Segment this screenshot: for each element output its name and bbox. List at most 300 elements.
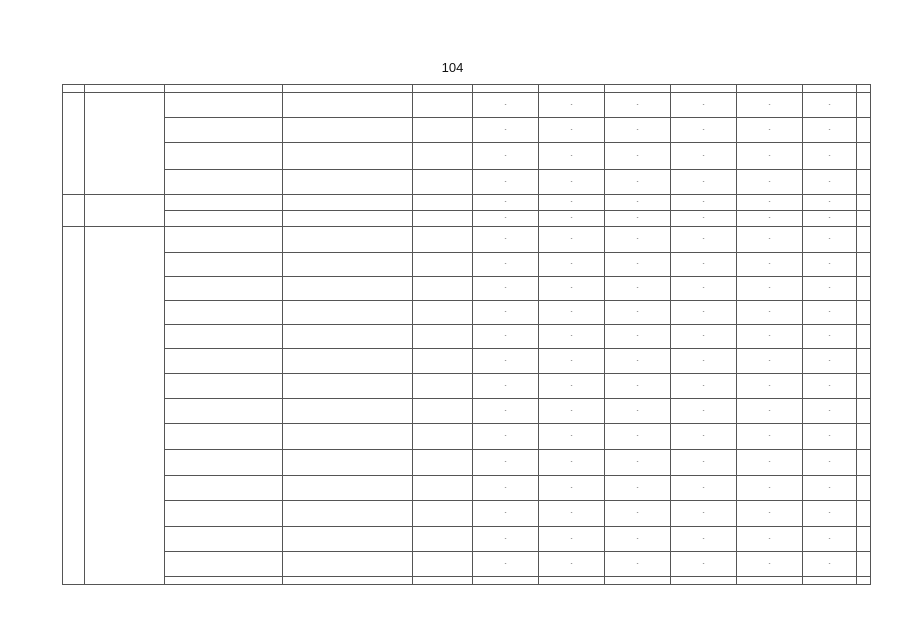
- dash-mark: -: [636, 560, 639, 567]
- empty-value-cell: [737, 552, 803, 577]
- empty-value-cell: [605, 93, 671, 118]
- empty-value-cell: [605, 227, 671, 253]
- dash-mark: -: [504, 199, 507, 206]
- backup-status-cell: [413, 85, 473, 93]
- dash-mark: -: [768, 459, 771, 466]
- narrow-empty-cell: [857, 325, 871, 349]
- table-row: [63, 301, 871, 325]
- dash-mark: -: [702, 357, 705, 364]
- object-address-cell: [165, 476, 283, 501]
- empty-value-cell: [605, 277, 671, 301]
- table-row: [63, 501, 871, 527]
- dash-mark: -: [702, 510, 705, 517]
- empty-value-cell: [605, 374, 671, 399]
- table-row: [63, 476, 871, 501]
- page-number: 104: [441, 60, 464, 75]
- empty-value-cell: [671, 577, 737, 585]
- dash-mark: -: [504, 459, 507, 466]
- power-source-cell: [283, 424, 413, 450]
- power-source-cell: [283, 301, 413, 325]
- narrow-empty-cell: [857, 374, 871, 399]
- empty-value-cell: [473, 195, 539, 211]
- power-source-cell: [283, 399, 413, 424]
- empty-value-cell: [605, 577, 671, 585]
- object-address-cell: [165, 277, 283, 301]
- backup-status-cell: [413, 552, 473, 577]
- backup-status-cell: [413, 349, 473, 374]
- dash-mark: -: [570, 484, 573, 491]
- empty-value-cell: [539, 227, 605, 253]
- dash-mark: -: [570, 407, 573, 414]
- dash-mark: -: [570, 215, 573, 222]
- table-row: [63, 195, 871, 211]
- dash-mark: -: [570, 357, 573, 364]
- table-row: [63, 277, 871, 301]
- empty-value-cell: [671, 93, 737, 118]
- empty-value-cell: [803, 301, 857, 325]
- empty-value-cell: [803, 211, 857, 227]
- backup-status-cell: [413, 118, 473, 143]
- empty-value-cell: [737, 253, 803, 277]
- dash-mark: -: [768, 236, 771, 243]
- backup-status-cell: [413, 501, 473, 527]
- dash-mark: -: [570, 152, 573, 159]
- power-source-cell: [283, 552, 413, 577]
- empty-value-cell: [737, 211, 803, 227]
- backup-status-cell: [413, 211, 473, 227]
- power-source-cell: [283, 143, 413, 170]
- narrow-empty-cell: [857, 93, 871, 118]
- empty-value-cell: [473, 325, 539, 349]
- object-address-cell: [165, 85, 283, 93]
- empty-value-cell: [671, 85, 737, 93]
- narrow-empty-cell: [857, 195, 871, 211]
- dash-mark: -: [570, 101, 573, 108]
- dash-mark: -: [636, 152, 639, 159]
- dash-mark: -: [828, 357, 831, 364]
- empty-value-cell: [737, 450, 803, 476]
- power-source-cell: [283, 374, 413, 399]
- backup-status-cell: [413, 450, 473, 476]
- empty-value-cell: [605, 143, 671, 170]
- empty-value-cell: [473, 349, 539, 374]
- dash-mark: -: [570, 178, 573, 185]
- dash-mark: -: [702, 309, 705, 316]
- table-row: [63, 118, 871, 143]
- narrow-empty-cell: [857, 85, 871, 93]
- empty-value-cell: [473, 577, 539, 585]
- power-source-cell: [283, 277, 413, 301]
- object-address-cell: [165, 501, 283, 527]
- narrow-empty-cell: [857, 476, 871, 501]
- dash-mark: -: [570, 459, 573, 466]
- object-address-cell: [165, 195, 283, 211]
- power-source-cell: [283, 577, 413, 585]
- dash-mark: -: [636, 357, 639, 364]
- object-address-cell: [165, 527, 283, 552]
- dash-mark: -: [768, 535, 771, 542]
- power-source-cell: [283, 325, 413, 349]
- object-address-cell: [165, 253, 283, 277]
- dash-mark: -: [768, 178, 771, 185]
- dash-mark: -: [768, 357, 771, 364]
- dash-mark: -: [504, 236, 507, 243]
- dash-mark: -: [702, 433, 705, 440]
- power-source-cell: [283, 118, 413, 143]
- narrow-empty-cell: [857, 424, 871, 450]
- dash-mark: -: [828, 510, 831, 517]
- object-address-cell: [165, 118, 283, 143]
- dash-mark: -: [828, 152, 831, 159]
- dash-mark: -: [504, 382, 507, 389]
- dash-mark: -: [702, 126, 705, 133]
- empty-value-cell: [803, 170, 857, 195]
- empty-value-cell: [671, 349, 737, 374]
- empty-value-cell: [671, 301, 737, 325]
- power-source-cell: [283, 195, 413, 211]
- narrow-empty-cell: [857, 552, 871, 577]
- dash-mark: -: [828, 309, 831, 316]
- empty-value-cell: [539, 552, 605, 577]
- table-row: [63, 170, 871, 195]
- dash-mark: -: [768, 433, 771, 440]
- table-row: [63, 374, 871, 399]
- empty-value-cell: [803, 501, 857, 527]
- row-number-cell: [63, 85, 85, 93]
- dash-mark: -: [702, 101, 705, 108]
- power-source-cell: [283, 527, 413, 552]
- dash-mark: -: [504, 126, 507, 133]
- empty-value-cell: [605, 253, 671, 277]
- object-address-cell: [165, 227, 283, 253]
- empty-value-cell: [737, 399, 803, 424]
- empty-value-cell: [539, 170, 605, 195]
- empty-value-cell: [671, 552, 737, 577]
- dash-mark: -: [768, 309, 771, 316]
- dash-mark: -: [828, 560, 831, 567]
- empty-value-cell: [737, 501, 803, 527]
- narrow-empty-cell: [857, 501, 871, 527]
- backup-status-cell: [413, 476, 473, 501]
- empty-value-cell: [671, 501, 737, 527]
- empty-value-cell: [605, 476, 671, 501]
- backup-status-cell: [413, 93, 473, 118]
- empty-value-cell: [803, 424, 857, 450]
- empty-value-cell: [671, 399, 737, 424]
- narrow-empty-cell: [857, 143, 871, 170]
- empty-value-cell: [671, 118, 737, 143]
- dash-mark: -: [570, 560, 573, 567]
- empty-value-cell: [803, 374, 857, 399]
- empty-value-cell: [737, 349, 803, 374]
- empty-value-cell: [539, 476, 605, 501]
- empty-value-cell: [605, 118, 671, 143]
- backup-status-cell: [413, 577, 473, 585]
- dash-mark: -: [636, 459, 639, 466]
- empty-value-cell: [473, 527, 539, 552]
- dash-mark: -: [702, 560, 705, 567]
- dash-mark: -: [636, 215, 639, 222]
- empty-value-cell: [803, 195, 857, 211]
- dash-mark: -: [828, 333, 831, 340]
- empty-value-cell: [539, 577, 605, 585]
- backup-status-cell: [413, 374, 473, 399]
- empty-value-cell: [671, 170, 737, 195]
- dash-mark: -: [504, 178, 507, 185]
- empty-value-cell: [539, 143, 605, 170]
- dash-mark: -: [768, 261, 771, 268]
- dash-mark: -: [504, 407, 507, 414]
- table-row: [63, 349, 871, 374]
- empty-value-cell: [671, 195, 737, 211]
- object-address-cell: [165, 349, 283, 374]
- empty-value-cell: [539, 195, 605, 211]
- dash-mark: -: [768, 215, 771, 222]
- dash-mark: -: [636, 382, 639, 389]
- empty-value-cell: [473, 277, 539, 301]
- power-source-cell: [283, 93, 413, 118]
- table-row: [63, 85, 871, 93]
- empty-value-cell: [737, 577, 803, 585]
- empty-value-cell: [605, 211, 671, 227]
- table-row: [63, 227, 871, 253]
- empty-value-cell: [605, 85, 671, 93]
- document-table: [62, 84, 871, 585]
- empty-value-cell: [539, 399, 605, 424]
- dash-mark: -: [636, 236, 639, 243]
- narrow-empty-cell: [857, 211, 871, 227]
- table-row: [63, 253, 871, 277]
- dash-mark: -: [702, 236, 705, 243]
- empty-value-cell: [539, 211, 605, 227]
- empty-value-cell: [539, 301, 605, 325]
- dash-mark: -: [504, 560, 507, 567]
- dash-mark: -: [828, 178, 831, 185]
- empty-value-cell: [473, 227, 539, 253]
- dash-mark: -: [636, 309, 639, 316]
- object-address-cell: [165, 211, 283, 227]
- empty-value-cell: [803, 399, 857, 424]
- table-row: [63, 424, 871, 450]
- dash-mark: -: [768, 152, 771, 159]
- empty-value-cell: [803, 349, 857, 374]
- dash-mark: -: [636, 101, 639, 108]
- dash-mark: -: [636, 433, 639, 440]
- object-address-cell: [165, 170, 283, 195]
- object-address-cell: [165, 424, 283, 450]
- dash-mark: -: [828, 215, 831, 222]
- empty-value-cell: [737, 85, 803, 93]
- dash-mark: -: [768, 126, 771, 133]
- empty-value-cell: [473, 399, 539, 424]
- empty-value-cell: [605, 527, 671, 552]
- dash-mark: -: [570, 309, 573, 316]
- empty-value-cell: [605, 301, 671, 325]
- power-source-cell: [283, 227, 413, 253]
- dash-mark: -: [828, 126, 831, 133]
- table-row: [63, 527, 871, 552]
- dash-mark: -: [636, 126, 639, 133]
- empty-value-cell: [473, 253, 539, 277]
- table-row: [63, 143, 871, 170]
- dash-mark: -: [504, 285, 507, 292]
- dash-mark: -: [702, 459, 705, 466]
- dash-mark: -: [570, 510, 573, 517]
- dash-mark: -: [702, 484, 705, 491]
- empty-value-cell: [737, 527, 803, 552]
- dash-mark: -: [702, 178, 705, 185]
- empty-value-cell: [737, 374, 803, 399]
- narrow-empty-cell: [857, 577, 871, 585]
- dash-mark: -: [504, 309, 507, 316]
- empty-value-cell: [737, 118, 803, 143]
- dash-mark: -: [504, 433, 507, 440]
- empty-value-cell: [539, 325, 605, 349]
- empty-value-cell: [803, 527, 857, 552]
- dash-mark: -: [702, 285, 705, 292]
- empty-value-cell: [539, 253, 605, 277]
- empty-value-cell: [605, 552, 671, 577]
- object-address-cell: [165, 577, 283, 585]
- dash-mark: -: [504, 357, 507, 364]
- empty-value-cell: [539, 349, 605, 374]
- empty-value-cell: [473, 450, 539, 476]
- dash-mark: -: [828, 101, 831, 108]
- power-source-cell: [283, 211, 413, 227]
- dash-mark: -: [702, 215, 705, 222]
- table-row: [63, 211, 871, 227]
- dash-mark: -: [570, 535, 573, 542]
- table-row: [63, 450, 871, 476]
- empty-value-cell: [473, 374, 539, 399]
- organization-cell: [85, 195, 165, 227]
- table-row: [63, 577, 871, 585]
- narrow-empty-cell: [857, 301, 871, 325]
- table-row: [63, 552, 871, 577]
- power-source-cell: [283, 476, 413, 501]
- dash-mark: -: [828, 285, 831, 292]
- narrow-empty-cell: [857, 450, 871, 476]
- narrow-empty-cell: [857, 527, 871, 552]
- empty-value-cell: [671, 374, 737, 399]
- table-row: [63, 399, 871, 424]
- dash-mark: -: [828, 236, 831, 243]
- empty-value-cell: [473, 501, 539, 527]
- empty-value-cell: [803, 143, 857, 170]
- empty-value-cell: [539, 527, 605, 552]
- backup-status-cell: [413, 527, 473, 552]
- object-address-cell: [165, 325, 283, 349]
- dash-mark: -: [828, 407, 831, 414]
- empty-value-cell: [473, 301, 539, 325]
- empty-value-cell: [737, 277, 803, 301]
- dash-mark: -: [504, 215, 507, 222]
- dash-mark: -: [636, 510, 639, 517]
- empty-value-cell: [803, 118, 857, 143]
- dash-mark: -: [768, 560, 771, 567]
- dash-mark: -: [828, 199, 831, 206]
- power-source-cell: [283, 170, 413, 195]
- empty-value-cell: [737, 325, 803, 349]
- organization-cell: [85, 93, 165, 195]
- empty-value-cell: [473, 211, 539, 227]
- empty-value-cell: [737, 170, 803, 195]
- backup-status-cell: [413, 143, 473, 170]
- empty-value-cell: [737, 301, 803, 325]
- empty-value-cell: [803, 227, 857, 253]
- empty-value-cell: [803, 476, 857, 501]
- dash-mark: -: [768, 199, 771, 206]
- dash-mark: -: [570, 333, 573, 340]
- empty-value-cell: [539, 374, 605, 399]
- object-address-cell: [165, 399, 283, 424]
- dash-mark: -: [636, 178, 639, 185]
- dash-mark: -: [504, 484, 507, 491]
- empty-value-cell: [803, 325, 857, 349]
- dash-mark: -: [570, 126, 573, 133]
- empty-value-cell: [803, 450, 857, 476]
- narrow-empty-cell: [857, 349, 871, 374]
- dash-mark: -: [636, 333, 639, 340]
- dash-mark: -: [570, 285, 573, 292]
- empty-value-cell: [605, 501, 671, 527]
- dash-mark: -: [702, 261, 705, 268]
- dash-mark: -: [636, 407, 639, 414]
- organization-cell: [85, 85, 165, 93]
- empty-value-cell: [539, 277, 605, 301]
- object-address-cell: [165, 552, 283, 577]
- empty-value-cell: [539, 501, 605, 527]
- narrow-empty-cell: [857, 227, 871, 253]
- dash-mark: -: [570, 382, 573, 389]
- dash-mark: -: [702, 407, 705, 414]
- dash-mark: -: [702, 333, 705, 340]
- table-row: [63, 325, 871, 349]
- power-source-cell: [283, 349, 413, 374]
- dash-mark: -: [768, 407, 771, 414]
- dash-mark: -: [768, 484, 771, 491]
- backup-status-cell: [413, 253, 473, 277]
- empty-value-cell: [803, 253, 857, 277]
- dash-mark: -: [828, 433, 831, 440]
- object-address-cell: [165, 450, 283, 476]
- empty-value-cell: [671, 227, 737, 253]
- empty-value-cell: [737, 93, 803, 118]
- dash-mark: -: [636, 261, 639, 268]
- empty-value-cell: [803, 577, 857, 585]
- narrow-empty-cell: [857, 170, 871, 195]
- empty-value-cell: [671, 253, 737, 277]
- empty-value-cell: [671, 476, 737, 501]
- dash-mark: -: [702, 382, 705, 389]
- power-source-cell: [283, 501, 413, 527]
- empty-value-cell: [473, 93, 539, 118]
- dash-mark: -: [768, 101, 771, 108]
- empty-value-cell: [671, 211, 737, 227]
- dash-mark: -: [702, 535, 705, 542]
- empty-value-cell: [605, 170, 671, 195]
- dash-mark: -: [828, 459, 831, 466]
- empty-value-cell: [605, 349, 671, 374]
- empty-value-cell: [803, 277, 857, 301]
- empty-value-cell: [671, 527, 737, 552]
- object-address-cell: [165, 93, 283, 118]
- empty-value-cell: [803, 85, 857, 93]
- object-address-cell: [165, 301, 283, 325]
- backup-status-cell: [413, 424, 473, 450]
- empty-value-cell: [473, 143, 539, 170]
- empty-value-cell: [473, 85, 539, 93]
